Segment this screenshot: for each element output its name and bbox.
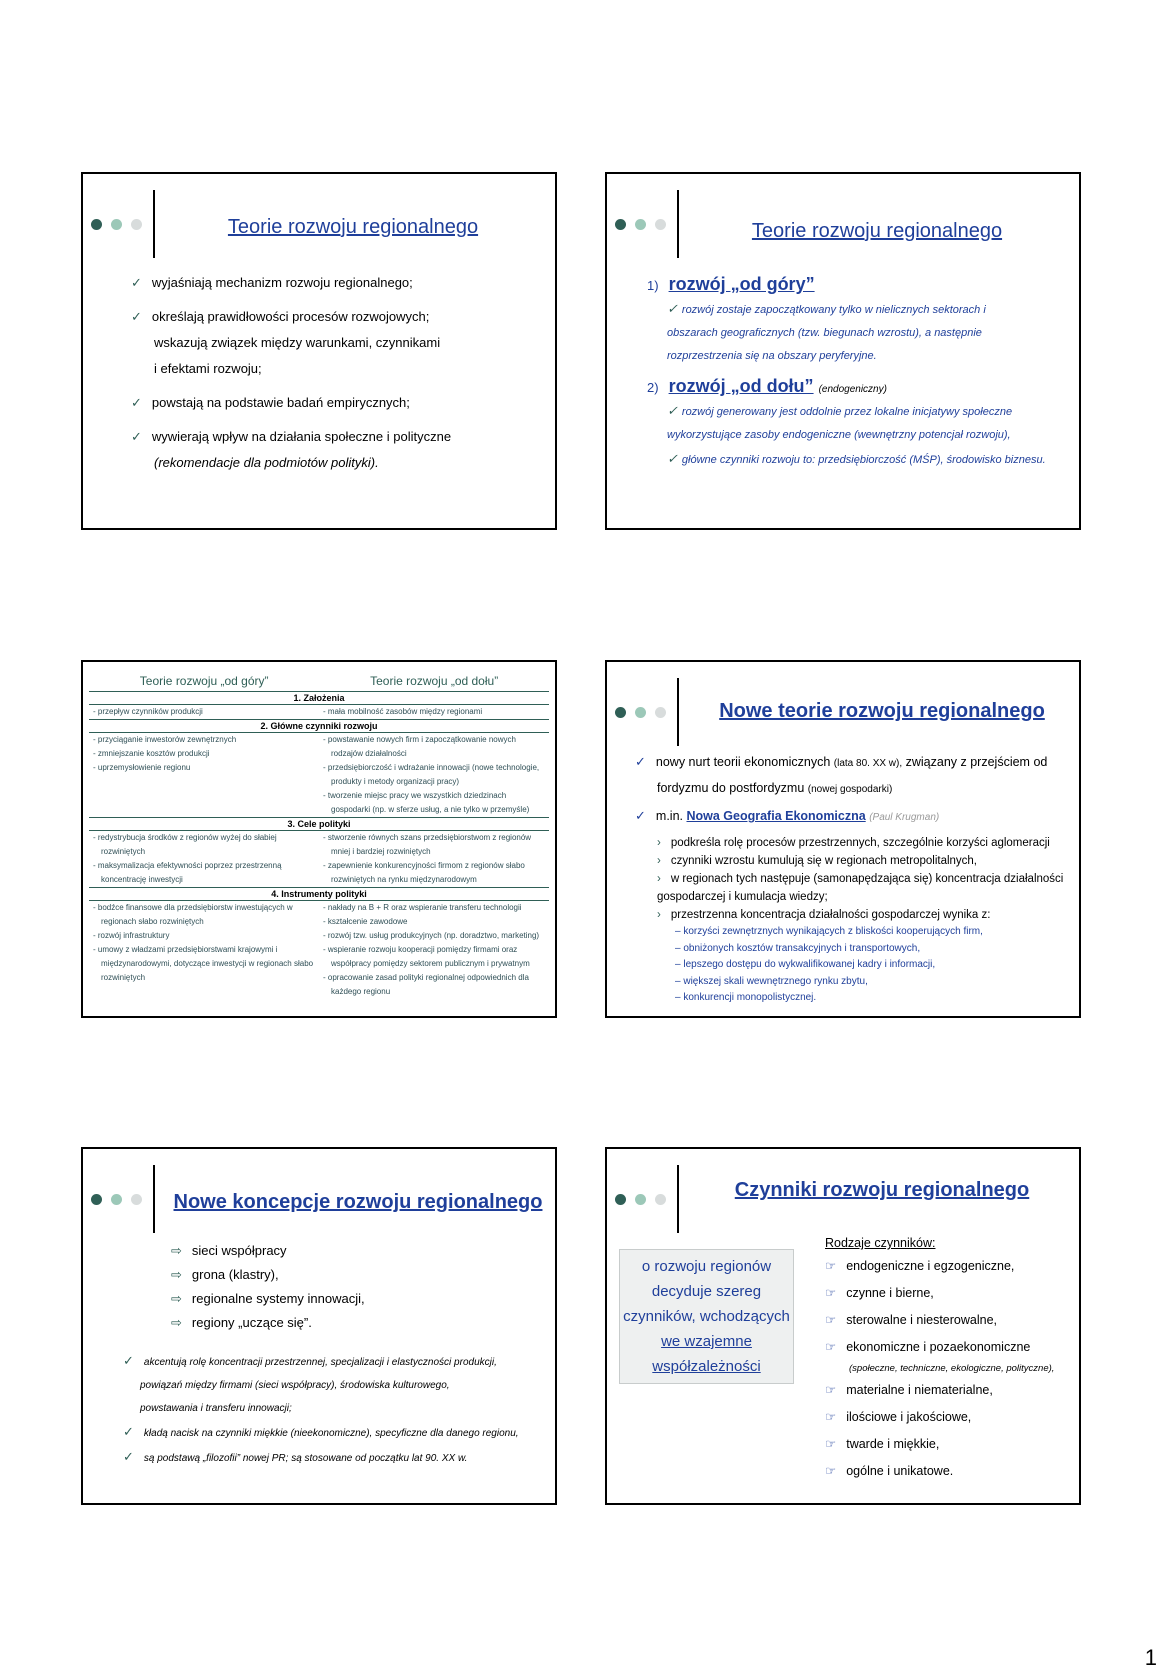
slide-6 — [605, 1147, 1081, 1505]
divider — [153, 190, 155, 258]
hand-icon: ☞ — [825, 1437, 837, 1451]
table-row: - przyciąganie inwestorów zewnętrznych - zmniejszanie kosztów produkcji - uprzemysłowienie regionu - powstawanie nowych firm i zapoczątkowanie nowych rodzajów działalności - przedsiębiorczość i wdrażanie innowacji (nowe technologie, produkty i metody organizacji pracy) - tworzenie miejsc pracy we wszystkich dziedzinach gospodarki (np. w sferze usług, a nie tylko w przemyśle) — [89, 733, 549, 817]
content: 1) rozwój „od góry” ✓ rozwój zostaje zapoczątkowany tylko w nielicznych sektorach i obszarach geograficznych (tzw. biegunach wzrostu), a następnie rozprzestrzenia się na obszary peryferyjne. 2) rozwój „od dołu” (endogeniczny) ✓ rozwój generowany jest oddolnie przez lokalne inicjatywy społeczne wykorzystujące zasoby endogeniczne (wewnętrzny potencjał rozwoju), ✓ główne czynniki rozwoju to: przedsiębiorczość (MŚP), środowisko biznesu. — [647, 274, 1046, 466]
slide-dots — [91, 217, 151, 235]
divider — [677, 190, 679, 258]
section-title: 2. Główne czynniki rozwoju — [89, 719, 549, 733]
check-icon: ✓ — [131, 309, 142, 324]
hand-icon: ☞ — [825, 1340, 837, 1354]
section-title: 1. Założenia — [89, 691, 549, 705]
slide-dots — [91, 1192, 151, 1210]
bullet-list: ✓ wyjaśniają mechanizm rozwoju regionalnego; ✓ określają prawidłowości procesów rozwojowych; wskazują związek między warunkami, czynnikami i efektami rozwoju; ✓ powstają na podstawie badań empirycznych; ✓ wywierają wpływ na działania społeczne i polityczne (rekomendacje dla podmiotów polityki). — [131, 275, 452, 470]
slide-2 — [605, 172, 1081, 530]
arrow-icon: ⇨ — [171, 1267, 182, 1282]
info-box: o rozwoju regionów decyduje szereg czynników, wchodzących we wzajemne współzależności — [619, 1249, 794, 1384]
divider — [677, 678, 679, 746]
table-row: - bodźce finansowe dla przedsiębiorstw inwestujących w regionach słabo rozwiniętych - rozwój infrastruktury - umowy z władzami przedsiębiorstwami krajowymi i międzynarodowymi, dotyczące inwestycji w regionach słabo rozwiniętych - nakłady na B + R oraz wspieranie transferu technologii - kształcenie zawodowe - rozwój tzw. usług produkcyjnych (np. doradztwo, marketing) - wspieranie rozwoju kooperacji pomiędzy firmami oraz współpracy pomiędzy sektorem publicznym i prywatnym - opracowanie zasad polityki regionalnej odpowiednich dla każdego regionu — [89, 901, 549, 999]
notes: ✓ akcentują rolę koncentracji przestrzennej, specjalizacji i elastyczności produkcji, powiązań między firmami (sieci współpracy), środowiska kulturowego, powstawania i transferu innowacji; ✓ kładą nacisk na czynniki miękkie (nieekonomiczne), specyficzne dla danego regionu, ✓ są podstawą „filozofii” nowej PR; są stosowane od początku lat 90. XX w. — [123, 1353, 519, 1464]
hand-icon: ☞ — [825, 1410, 837, 1424]
slide-title: Nowe koncepcje rozwoju regionalnego — [173, 1191, 543, 1213]
slide-dots — [615, 705, 675, 723]
comparison-table — [89, 670, 549, 999]
section-title: 4. Instrumenty polityki — [89, 887, 549, 901]
divider — [153, 1165, 155, 1233]
hand-icon: ☞ — [825, 1313, 837, 1327]
arrow-icon: ⇨ — [171, 1243, 182, 1258]
arrow-icon: ⇨ — [171, 1315, 182, 1330]
page-number: 1 — [1144, 1645, 1157, 1670]
section-title: 3. Cele polityki — [89, 817, 549, 831]
divider — [677, 1165, 679, 1233]
slide-5 — [81, 1147, 557, 1505]
check-icon: ✓ — [131, 429, 142, 444]
hand-icon: ☞ — [825, 1464, 837, 1478]
content: ✓ nowy nurt teorii ekonomicznych (lata 80. XX w), związany z przejściem od fordyzmu do postfordyzmu (nowej gospodarki) ✓ m.in. Nowa Geografia Ekonomiczna (Paul Krugman) › podkreśla rolę procesów przestrzennych, szczególnie korzyści aglomeracji › czynniki wzrostu kumulują się w regionach metropolitalnych, › w regionach tych następuje (samonapędzająca się) koncentracja działalności gospodarczej i kumulacja wiedzy; › przestrzenna koncentracja działalności gospodarczej wynika z: – korzyści zewnętrznych wynikających z bliskości kooperujących firm, – obniżonych kosztów transakcyjnych i transportowych, – lepszego dostępu do wykwalifikowanej kadry i informacji, – większej skali wewnętrznego rynku zbytu, – konkurencji monopolistycznej. — [635, 754, 1064, 1003]
check-icon: ✓ — [635, 808, 646, 823]
slide-dots — [615, 217, 675, 235]
table-header: Teorie rozwoju „od góry” Teorie rozwoju „od dołu” — [139, 674, 499, 688]
hand-icon: ☞ — [825, 1383, 837, 1397]
factor-list: Rodzaje czynników: ☞ endogeniczne i egzogeniczne, ☞ czynne i bierne, ☞ sterowalne i niesterowalne, ☞ ekonomiczne i pozaekonomiczne (społeczne, techniczne, ekologiczne, polityczne), ☞ materialne i niematerialne, ☞ ilościowe i jakościowe, ☞ twarde i miękkie, ☞ ogólne i unikatowe. — [825, 1236, 1055, 1478]
slide-1 — [81, 172, 557, 530]
check-icon: ✓ — [131, 275, 142, 290]
table-row: - redystrybucja środków z regionów wyżej do słabiej rozwiniętych - maksymalizacja efektywności poprzez przestrzenną koncentrację inwestycji - stworzenie równych szans przedsiębiorstwom z regionów mniej i bardziej rozwiniętych - zapewnienie konkurencyjności firmom z regionów słabo rozwiniętych na rynku międzynarodowym — [89, 831, 549, 887]
slide-title: Nowe teorie rozwoju regionalnego — [719, 700, 1045, 722]
slide-title: Czynniki rozwoju regionalnego — [734, 1179, 1030, 1201]
hand-icon: ☞ — [825, 1286, 837, 1300]
arrow-icon: ⇨ — [171, 1291, 182, 1306]
slide-title: Teorie rozwoju regionalnego — [227, 216, 479, 238]
slide-4 — [605, 660, 1081, 1018]
slide-3 — [81, 660, 557, 1018]
slide-dots — [615, 1192, 675, 1210]
hand-icon: ☞ — [825, 1259, 837, 1273]
check-icon: ✓ — [635, 754, 646, 769]
check-icon: ✓ — [131, 395, 142, 410]
item-list: ⇨ sieci współpracy ⇨ grona (klastry), ⇨ regionalne systemy innowacji, ⇨ regiony „uczące się”. — [171, 1243, 365, 1330]
table-row: - przepływ czynników produkcji - mała mobilność zasobów między regionami — [89, 705, 549, 719]
slide-title: Teorie rozwoju regionalnego — [751, 220, 1003, 242]
